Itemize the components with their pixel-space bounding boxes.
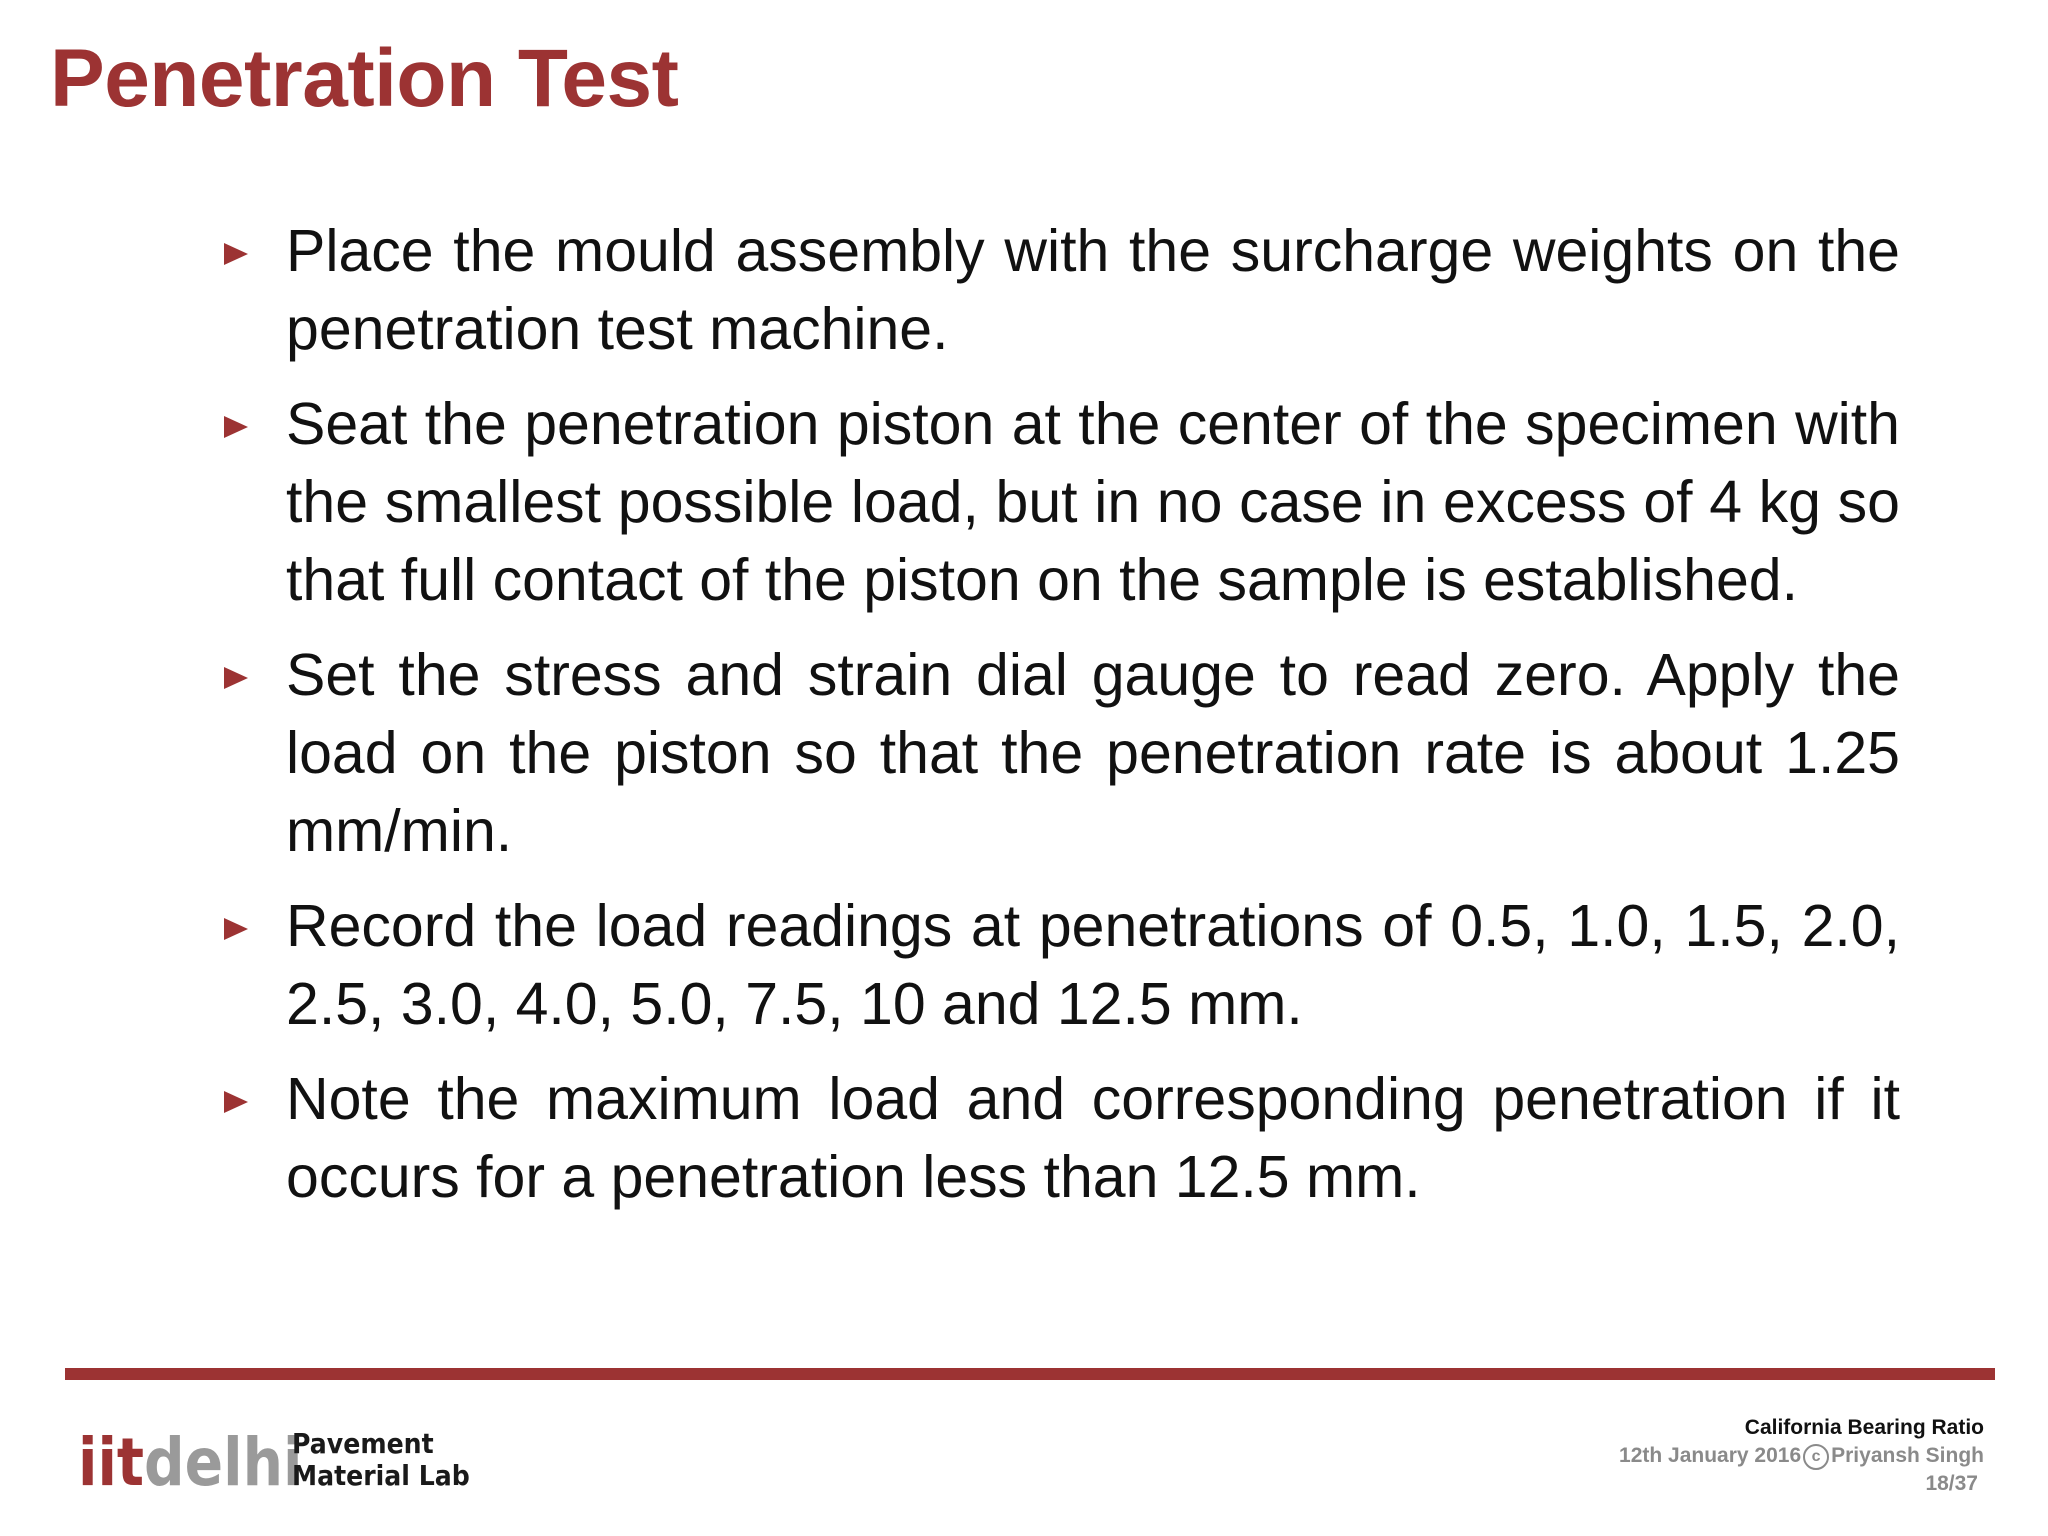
bullet-text: Place the mould assembly with the surcharge weights on the penetration test machine. (286, 218, 1900, 362)
logo-delhi-text: delhi (144, 1424, 303, 1501)
copyright-icon: c (1803, 1444, 1829, 1470)
bullet-list (222, 212, 1900, 1233)
bullet-text: Record the load readings at penetrations of 0.5, 1.0, 1.5, 2.0, 2.5, 3.0, 4.0, 5.0, 7.5, 10 and 12.5 mm. (286, 893, 1900, 1037)
triangle-right-icon (224, 667, 248, 689)
author-name: Priyansh Singh (1831, 1444, 1984, 1467)
logo-iit-text: iit (78, 1424, 145, 1501)
footer (0, 1380, 2048, 1536)
footer-info (1619, 1414, 1984, 1498)
presentation-date: 12th January 2016 (1619, 1444, 1802, 1467)
logo-wordmark (78, 1424, 303, 1501)
list-item (222, 1060, 1900, 1216)
footer-meta (1619, 1442, 1984, 1470)
triangle-right-icon (224, 243, 248, 265)
bullet-text: Seat the penetration piston at the center of the specimen with the smallest possible load, but in no case in excess of 4 kg so that full contact of the piston on the sample is established. (286, 391, 1900, 613)
triangle-right-icon (224, 918, 248, 940)
list-item (222, 887, 1900, 1043)
presentation-title: California Bearing Ratio (1744, 1416, 1984, 1439)
list-item (222, 636, 1900, 870)
bullet-text: Note the maximum load and corresponding penetration if it occurs for a penetration less than 12.5 mm. (286, 1066, 1900, 1210)
lab-name-line2: Material Lab (292, 1459, 470, 1492)
list-item (222, 385, 1900, 619)
lab-name (292, 1428, 470, 1492)
slide-title: Penetration Test (50, 33, 679, 124)
lab-name-line1: Pavement (292, 1427, 434, 1460)
bullet-text: Set the stress and strain dial gauge to read zero. Apply the load on the piston so that the penetration rate is about 1.25 mm/min. (286, 642, 1900, 864)
list-item (222, 212, 1900, 368)
triangle-right-icon (224, 416, 248, 438)
triangle-right-icon (224, 1091, 248, 1113)
footer-divider (65, 1368, 1995, 1380)
page-number: 18/37 (1925, 1472, 1978, 1495)
